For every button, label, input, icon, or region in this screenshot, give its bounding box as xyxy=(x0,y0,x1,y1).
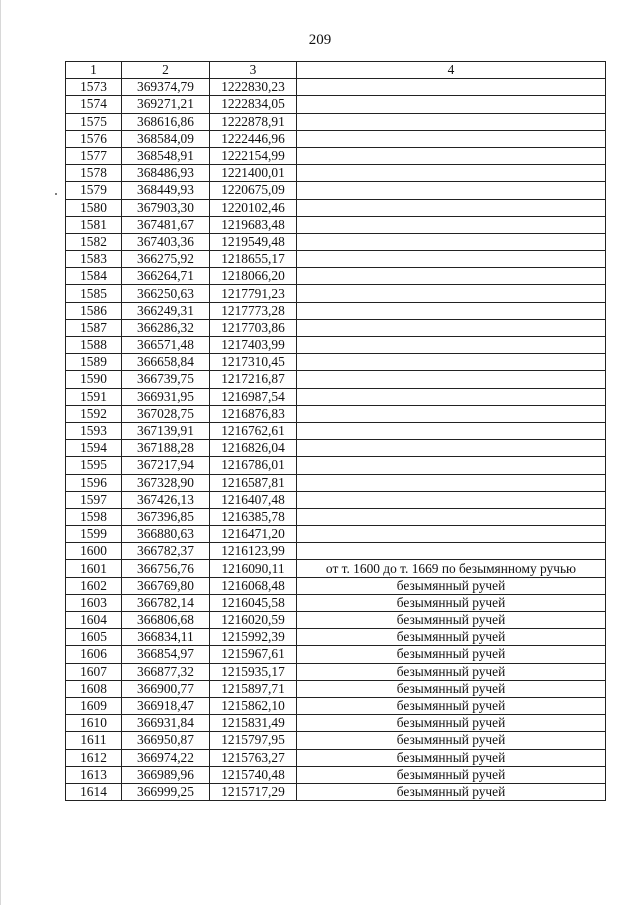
y-coordinate-cell: 1217703,86 xyxy=(210,319,297,336)
point-number-cell: 1588 xyxy=(66,337,122,354)
point-number-cell: 1577 xyxy=(66,147,122,164)
point-number-cell: 1594 xyxy=(66,440,122,457)
description-cell: безымянный ручей xyxy=(297,646,606,663)
point-number-cell: 1582 xyxy=(66,233,122,250)
table-row xyxy=(66,646,606,663)
description-cell xyxy=(297,405,606,422)
point-number-cell: 1580 xyxy=(66,199,122,216)
page-edge xyxy=(0,0,1,905)
column-header: 1 xyxy=(66,62,122,79)
x-coordinate-cell: 366756,76 xyxy=(122,560,210,577)
table-row xyxy=(66,130,606,147)
table-row xyxy=(66,560,606,577)
y-coordinate-cell: 1222834,05 xyxy=(210,96,297,113)
x-coordinate-cell: 366834,11 xyxy=(122,629,210,646)
y-coordinate-cell: 1222830,23 xyxy=(210,79,297,96)
description-cell: безымянный ручей xyxy=(297,577,606,594)
point-number-cell: 1584 xyxy=(66,268,122,285)
table-row xyxy=(66,233,606,250)
point-number-cell: 1609 xyxy=(66,697,122,714)
x-coordinate-cell: 366250,63 xyxy=(122,285,210,302)
description-cell xyxy=(297,543,606,560)
description-cell xyxy=(297,474,606,491)
table-row xyxy=(66,474,606,491)
y-coordinate-cell: 1218066,20 xyxy=(210,268,297,285)
description-cell xyxy=(297,96,606,113)
x-coordinate-cell: 366739,75 xyxy=(122,371,210,388)
table-row xyxy=(66,577,606,594)
point-number-cell: 1612 xyxy=(66,749,122,766)
table-row xyxy=(66,697,606,714)
description-cell xyxy=(297,422,606,439)
table-row xyxy=(66,526,606,543)
y-coordinate-cell: 1218655,17 xyxy=(210,251,297,268)
point-number-cell: 1595 xyxy=(66,457,122,474)
description-cell xyxy=(297,285,606,302)
x-coordinate-cell: 367396,85 xyxy=(122,508,210,525)
y-coordinate-cell: 1217310,45 xyxy=(210,354,297,371)
x-coordinate-cell: 367139,91 xyxy=(122,422,210,439)
table-row xyxy=(66,594,606,611)
point-number-cell: 1576 xyxy=(66,130,122,147)
y-coordinate-cell: 1215992,39 xyxy=(210,629,297,646)
description-cell: безымянный ручей xyxy=(297,766,606,783)
point-number-cell: 1583 xyxy=(66,251,122,268)
y-coordinate-cell: 1215740,48 xyxy=(210,766,297,783)
column-header: 2 xyxy=(122,62,210,79)
point-number-cell: 1589 xyxy=(66,354,122,371)
x-coordinate-cell: 367188,28 xyxy=(122,440,210,457)
table-row xyxy=(66,182,606,199)
x-coordinate-cell: 366571,48 xyxy=(122,337,210,354)
description-cell xyxy=(297,302,606,319)
y-coordinate-cell: 1216090,11 xyxy=(210,560,297,577)
y-coordinate-cell: 1216826,04 xyxy=(210,440,297,457)
scan-dot xyxy=(55,193,57,195)
table-row xyxy=(66,96,606,113)
table-row xyxy=(66,612,606,629)
x-coordinate-cell: 367903,30 xyxy=(122,199,210,216)
y-coordinate-cell: 1216123,99 xyxy=(210,543,297,560)
y-coordinate-cell: 1222878,91 xyxy=(210,113,297,130)
description-cell xyxy=(297,113,606,130)
table-row xyxy=(66,422,606,439)
point-number-cell: 1605 xyxy=(66,629,122,646)
y-coordinate-cell: 1216471,20 xyxy=(210,526,297,543)
point-number-cell: 1613 xyxy=(66,766,122,783)
point-number-cell: 1614 xyxy=(66,783,122,800)
description-cell xyxy=(297,130,606,147)
point-number-cell: 1599 xyxy=(66,526,122,543)
column-header: 4 xyxy=(297,62,606,79)
y-coordinate-cell: 1220675,09 xyxy=(210,182,297,199)
point-number-cell: 1600 xyxy=(66,543,122,560)
x-coordinate-cell: 368584,09 xyxy=(122,130,210,147)
point-number-cell: 1611 xyxy=(66,732,122,749)
y-coordinate-cell: 1215797,95 xyxy=(210,732,297,749)
table-header-row xyxy=(66,62,606,79)
x-coordinate-cell: 367403,36 xyxy=(122,233,210,250)
y-coordinate-cell: 1216876,83 xyxy=(210,405,297,422)
table-row xyxy=(66,508,606,525)
table-row xyxy=(66,216,606,233)
table-row xyxy=(66,113,606,130)
point-number-cell: 1586 xyxy=(66,302,122,319)
x-coordinate-cell: 366769,80 xyxy=(122,577,210,594)
description-cell xyxy=(297,147,606,164)
y-coordinate-cell: 1216987,54 xyxy=(210,388,297,405)
description-cell xyxy=(297,199,606,216)
description-cell xyxy=(297,337,606,354)
y-coordinate-cell: 1216045,58 xyxy=(210,594,297,611)
y-coordinate-cell: 1222154,99 xyxy=(210,147,297,164)
table-row xyxy=(66,79,606,96)
x-coordinate-cell: 366877,32 xyxy=(122,663,210,680)
point-number-cell: 1581 xyxy=(66,216,122,233)
point-number-cell: 1587 xyxy=(66,319,122,336)
x-coordinate-cell: 366264,71 xyxy=(122,268,210,285)
description-cell xyxy=(297,457,606,474)
x-coordinate-cell: 366249,31 xyxy=(122,302,210,319)
column-header: 3 xyxy=(210,62,297,79)
x-coordinate-cell: 366974,22 xyxy=(122,749,210,766)
x-coordinate-cell: 366918,47 xyxy=(122,697,210,714)
x-coordinate-cell: 366880,63 xyxy=(122,526,210,543)
point-number-cell: 1598 xyxy=(66,508,122,525)
description-cell: безымянный ручей xyxy=(297,732,606,749)
description-cell xyxy=(297,440,606,457)
y-coordinate-cell: 1216762,61 xyxy=(210,422,297,439)
table-row xyxy=(66,302,606,319)
point-number-cell: 1606 xyxy=(66,646,122,663)
coordinates-table xyxy=(65,61,606,801)
point-number-cell: 1593 xyxy=(66,422,122,439)
x-coordinate-cell: 368449,93 xyxy=(122,182,210,199)
y-coordinate-cell: 1215935,17 xyxy=(210,663,297,680)
table-row xyxy=(66,766,606,783)
x-coordinate-cell: 366900,77 xyxy=(122,680,210,697)
table-row xyxy=(66,388,606,405)
x-coordinate-cell: 366806,68 xyxy=(122,612,210,629)
y-coordinate-cell: 1217791,23 xyxy=(210,285,297,302)
table-row xyxy=(66,680,606,697)
y-coordinate-cell: 1217403,99 xyxy=(210,337,297,354)
y-coordinate-cell: 1216407,48 xyxy=(210,491,297,508)
description-cell xyxy=(297,508,606,525)
y-coordinate-cell: 1216587,81 xyxy=(210,474,297,491)
x-coordinate-cell: 368548,91 xyxy=(122,147,210,164)
table-row xyxy=(66,732,606,749)
table-row xyxy=(66,319,606,336)
description-cell xyxy=(297,216,606,233)
description-cell xyxy=(297,491,606,508)
x-coordinate-cell: 366782,14 xyxy=(122,594,210,611)
table-row xyxy=(66,199,606,216)
description-cell xyxy=(297,354,606,371)
y-coordinate-cell: 1217216,87 xyxy=(210,371,297,388)
description-cell xyxy=(297,268,606,285)
table-row xyxy=(66,147,606,164)
y-coordinate-cell: 1217773,28 xyxy=(210,302,297,319)
description-cell: от т. 1600 до т. 1669 по безымянному ручью xyxy=(297,560,606,577)
description-cell xyxy=(297,182,606,199)
table-row xyxy=(66,251,606,268)
description-cell: безымянный ручей xyxy=(297,783,606,800)
x-coordinate-cell: 366931,84 xyxy=(122,715,210,732)
description-cell: безымянный ручей xyxy=(297,629,606,646)
description-cell: безымянный ручей xyxy=(297,749,606,766)
point-number-cell: 1603 xyxy=(66,594,122,611)
y-coordinate-cell: 1215862,10 xyxy=(210,697,297,714)
x-coordinate-cell: 366782,37 xyxy=(122,543,210,560)
y-coordinate-cell: 1222446,96 xyxy=(210,130,297,147)
x-coordinate-cell: 367328,90 xyxy=(122,474,210,491)
description-cell xyxy=(297,526,606,543)
point-number-cell: 1601 xyxy=(66,560,122,577)
description-cell: безымянный ручей xyxy=(297,697,606,714)
point-number-cell: 1604 xyxy=(66,612,122,629)
table-row xyxy=(66,354,606,371)
description-cell xyxy=(297,251,606,268)
x-coordinate-cell: 366658,84 xyxy=(122,354,210,371)
point-number-cell: 1579 xyxy=(66,182,122,199)
table-row xyxy=(66,491,606,508)
x-coordinate-cell: 366931,95 xyxy=(122,388,210,405)
x-coordinate-cell: 366275,92 xyxy=(122,251,210,268)
point-number-cell: 1574 xyxy=(66,96,122,113)
y-coordinate-cell: 1216385,78 xyxy=(210,508,297,525)
table-row xyxy=(66,268,606,285)
y-coordinate-cell: 1219549,48 xyxy=(210,233,297,250)
table-row xyxy=(66,543,606,560)
table-row xyxy=(66,457,606,474)
x-coordinate-cell: 366854,97 xyxy=(122,646,210,663)
x-coordinate-cell: 366989,96 xyxy=(122,766,210,783)
table-row xyxy=(66,749,606,766)
y-coordinate-cell: 1219683,48 xyxy=(210,216,297,233)
point-number-cell: 1578 xyxy=(66,165,122,182)
y-coordinate-cell: 1216786,01 xyxy=(210,457,297,474)
point-number-cell: 1610 xyxy=(66,715,122,732)
page-number: 209 xyxy=(308,32,332,48)
y-coordinate-cell: 1216068,48 xyxy=(210,577,297,594)
point-number-cell: 1590 xyxy=(66,371,122,388)
x-coordinate-cell: 367426,13 xyxy=(122,491,210,508)
point-number-cell: 1585 xyxy=(66,285,122,302)
point-number-cell: 1597 xyxy=(66,491,122,508)
description-cell: безымянный ручей xyxy=(297,594,606,611)
x-coordinate-cell: 369271,21 xyxy=(122,96,210,113)
description-cell xyxy=(297,371,606,388)
point-number-cell: 1608 xyxy=(66,680,122,697)
x-coordinate-cell: 366950,87 xyxy=(122,732,210,749)
point-number-cell: 1602 xyxy=(66,577,122,594)
y-coordinate-cell: 1215717,29 xyxy=(210,783,297,800)
description-cell: безымянный ручей xyxy=(297,715,606,732)
y-coordinate-cell: 1216020,59 xyxy=(210,612,297,629)
x-coordinate-cell: 367028,75 xyxy=(122,405,210,422)
table-row xyxy=(66,629,606,646)
description-cell xyxy=(297,319,606,336)
point-number-cell: 1596 xyxy=(66,474,122,491)
table-row xyxy=(66,165,606,182)
table-row xyxy=(66,337,606,354)
table-row xyxy=(66,440,606,457)
point-number-cell: 1592 xyxy=(66,405,122,422)
x-coordinate-cell: 368486,93 xyxy=(122,165,210,182)
x-coordinate-cell: 366999,25 xyxy=(122,783,210,800)
table-row xyxy=(66,285,606,302)
y-coordinate-cell: 1215831,49 xyxy=(210,715,297,732)
point-number-cell: 1575 xyxy=(66,113,122,130)
y-coordinate-cell: 1215967,61 xyxy=(210,646,297,663)
table-row xyxy=(66,715,606,732)
point-number-cell: 1607 xyxy=(66,663,122,680)
table-row xyxy=(66,371,606,388)
point-number-cell: 1591 xyxy=(66,388,122,405)
table-row xyxy=(66,783,606,800)
table-row xyxy=(66,663,606,680)
description-cell: безымянный ручей xyxy=(297,612,606,629)
x-coordinate-cell: 367481,67 xyxy=(122,216,210,233)
table-row xyxy=(66,405,606,422)
description-cell xyxy=(297,388,606,405)
description-cell xyxy=(297,165,606,182)
point-number-cell: 1573 xyxy=(66,79,122,96)
y-coordinate-cell: 1221400,01 xyxy=(210,165,297,182)
description-cell: безымянный ручей xyxy=(297,663,606,680)
x-coordinate-cell: 367217,94 xyxy=(122,457,210,474)
description-cell xyxy=(297,79,606,96)
y-coordinate-cell: 1215897,71 xyxy=(210,680,297,697)
x-coordinate-cell: 366286,32 xyxy=(122,319,210,336)
description-cell: безымянный ручей xyxy=(297,680,606,697)
x-coordinate-cell: 369374,79 xyxy=(122,79,210,96)
y-coordinate-cell: 1220102,46 xyxy=(210,199,297,216)
x-coordinate-cell: 368616,86 xyxy=(122,113,210,130)
description-cell xyxy=(297,233,606,250)
y-coordinate-cell: 1215763,27 xyxy=(210,749,297,766)
